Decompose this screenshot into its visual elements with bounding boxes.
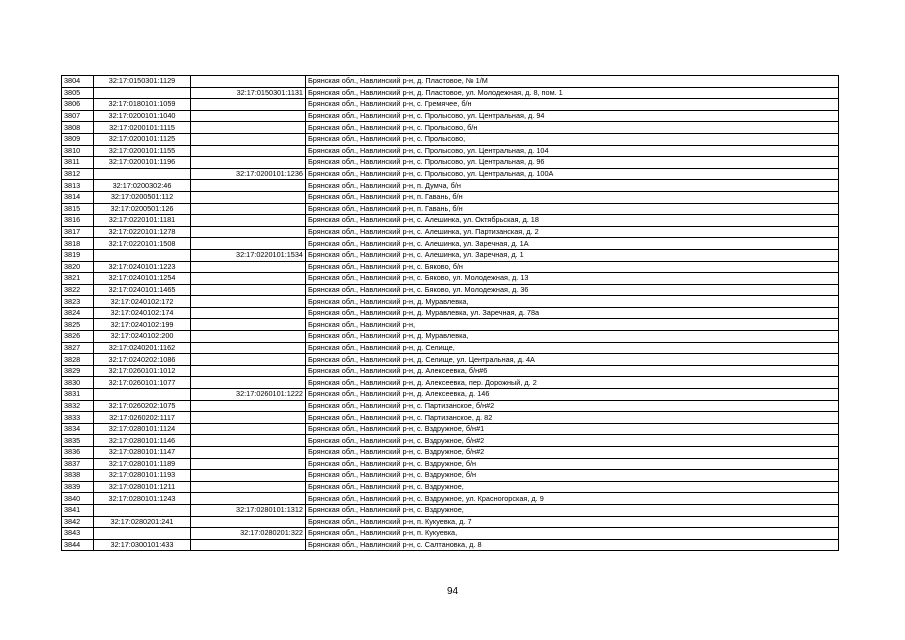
row-number-cell: 3824	[62, 307, 94, 319]
table-row	[62, 447, 839, 459]
table-row	[62, 226, 839, 238]
cadastral-number-cell: 32:17:0260101:1012	[94, 365, 191, 377]
table-row	[62, 249, 839, 261]
row-number-cell: 3817	[62, 226, 94, 238]
cadastral-number-cell: 32:17:0240102:172	[94, 296, 191, 308]
cadastral-number-alt-cell	[191, 435, 306, 447]
cadastral-number-alt-cell	[191, 273, 306, 285]
table-row	[62, 539, 839, 551]
table-row	[62, 342, 839, 354]
cadastral-number-cell: 32:17:0220101:1508	[94, 238, 191, 250]
table-row	[62, 307, 839, 319]
table-row	[62, 423, 839, 435]
cadastral-number-alt-cell	[191, 516, 306, 528]
table-row	[62, 122, 839, 134]
cadastral-number-alt-cell	[191, 157, 306, 169]
address-cell: Брянская обл., Навлинский р-н, с. Партизанское, д. 82	[306, 412, 839, 424]
address-cell: Брянская обл., Навлинский р-н, д. Алексеевка, д. 146	[306, 389, 839, 401]
row-number-cell: 3837	[62, 458, 94, 470]
address-cell: Брянская обл., Навлинский р-н, с. Бяково, ул. Молодежная, д. 13	[306, 273, 839, 285]
cadastral-number-alt-cell	[191, 110, 306, 122]
cadastral-number-cell: 32:17:0200101:1125	[94, 133, 191, 145]
table-row	[62, 528, 839, 540]
table-row	[62, 238, 839, 250]
row-number-cell: 3822	[62, 284, 94, 296]
row-number-cell: 3809	[62, 133, 94, 145]
cadastral-number-alt-cell	[191, 319, 306, 331]
row-number-cell: 3808	[62, 122, 94, 134]
row-number-cell: 3828	[62, 354, 94, 366]
table-row	[62, 296, 839, 308]
address-cell: Брянская обл., Навлинский р-н, с. Салтановка, д. 8	[306, 539, 839, 551]
cadastral-number-alt-cell	[191, 400, 306, 412]
address-cell: Брянская обл., Навлинский р-н, с. Вздружное, б/н	[306, 470, 839, 482]
row-number-cell: 3832	[62, 400, 94, 412]
row-number-cell: 3819	[62, 249, 94, 261]
cadastral-number-cell: 32:17:0220101:1181	[94, 215, 191, 227]
address-cell: Брянская обл., Навлинский р-н, п. Гавань, б/н	[306, 191, 839, 203]
table-row	[62, 481, 839, 493]
address-cell: Брянская обл., Навлинский р-н, д. Муравлевка, ул. Заречная, д. 78а	[306, 307, 839, 319]
table-row	[62, 493, 839, 505]
table-row	[62, 365, 839, 377]
row-number-cell: 3816	[62, 215, 94, 227]
row-number-cell: 3810	[62, 145, 94, 157]
address-cell: Брянская обл., Навлинский р-н, с. Гремячее, б/н	[306, 99, 839, 111]
table-row	[62, 261, 839, 273]
address-cell: Брянская обл., Навлинский р-н, с. Алешинка, ул. Заречная, д. 1	[306, 249, 839, 261]
address-cell: Брянская обл., Навлинский р-н, с. Партизанское, б/н#2	[306, 400, 839, 412]
cadastral-number-cell: 32:17:0240102:174	[94, 307, 191, 319]
address-cell: Брянская обл., Навлинский р-н, с. Пролысово,	[306, 133, 839, 145]
row-number-cell: 3814	[62, 191, 94, 203]
cadastral-number-alt-cell	[191, 133, 306, 145]
row-number-cell: 3830	[62, 377, 94, 389]
table-row	[62, 412, 839, 424]
cadastral-number-cell: 32:17:0280101:1189	[94, 458, 191, 470]
row-number-cell: 3834	[62, 423, 94, 435]
row-number-cell: 3843	[62, 528, 94, 540]
cadastral-number-alt-cell	[191, 261, 306, 273]
table-row	[62, 400, 839, 412]
table-row	[62, 157, 839, 169]
cadastral-number-cell: 32:17:0280201:241	[94, 516, 191, 528]
table-row	[62, 76, 839, 88]
cadastral-number-alt-cell	[191, 365, 306, 377]
address-cell: Брянская обл., Навлинский р-н, с. Вздружное, б/н#2	[306, 447, 839, 459]
row-number-cell: 3826	[62, 331, 94, 343]
address-cell: Брянская обл., Навлинский р-н, с. Пролысово, ул. Центральная, д. 100А	[306, 168, 839, 180]
address-cell: Брянская обл., Навлинский р-н, с. Алешинка, ул. Заречная, д. 1А	[306, 238, 839, 250]
cadastral-number-alt-cell	[191, 307, 306, 319]
cadastral-number-alt-cell	[191, 447, 306, 459]
address-cell: Брянская обл., Навлинский р-н, с. Вздружное,	[306, 504, 839, 516]
cadastral-number-cell: 32:17:0240102:199	[94, 319, 191, 331]
cadastral-number-cell: 32:17:0200302:46	[94, 180, 191, 192]
table-row	[62, 331, 839, 343]
cadastral-number-alt-cell	[191, 354, 306, 366]
cadastral-number-cell: 32:17:0280101:1243	[94, 493, 191, 505]
row-number-cell: 3839	[62, 481, 94, 493]
table-row	[62, 203, 839, 215]
cadastral-number-cell: 32:17:0260202:1075	[94, 400, 191, 412]
row-number-cell: 3807	[62, 110, 94, 122]
table-row	[62, 516, 839, 528]
table-row	[62, 470, 839, 482]
row-number-cell: 3804	[62, 76, 94, 88]
cadastral-number-cell: 32:17:0240101:1465	[94, 284, 191, 296]
cadastral-number-cell: 32:17:0260101:1077	[94, 377, 191, 389]
address-cell: Брянская обл., Навлинский р-н, с. Бяково, ул. Молодежная, д. 36	[306, 284, 839, 296]
cadastral-number-cell: 32:17:0260202:1117	[94, 412, 191, 424]
cadastral-number-alt-cell	[191, 458, 306, 470]
row-number-cell: 3806	[62, 99, 94, 111]
address-cell: Брянская обл., Навлинский р-н, с. Вздружное, б/н#2	[306, 435, 839, 447]
cadastral-number-cell: 32:17:0240201:1162	[94, 342, 191, 354]
cadastral-number-cell: 32:17:0300101:433	[94, 539, 191, 551]
cadastral-number-alt-cell	[191, 145, 306, 157]
table-row	[62, 191, 839, 203]
row-number-cell: 3842	[62, 516, 94, 528]
cadastral-number-cell: 32:17:0280101:1146	[94, 435, 191, 447]
row-number-cell: 3811	[62, 157, 94, 169]
row-number-cell: 3821	[62, 273, 94, 285]
address-cell: Брянская обл., Навлинский р-н, д. Пластовое, ул. Молодежная, д. 8, пом. 1	[306, 87, 839, 99]
address-cell: Брянская обл., Навлинский р-н, с. Вздружное, б/н	[306, 458, 839, 470]
cadastral-number-cell	[94, 249, 191, 261]
row-number-cell: 3831	[62, 389, 94, 401]
cadastral-number-alt-cell: 32:17:0220101:1534	[191, 249, 306, 261]
cadastral-number-cell: 32:17:0200101:1115	[94, 122, 191, 134]
address-cell: Брянская обл., Навлинский р-н, с. Пролысово, ул. Центральная, д. 94	[306, 110, 839, 122]
address-cell: Брянская обл., Навлинский р-н, с. Алешинка, ул. Октябрьская, д. 18	[306, 215, 839, 227]
row-number-cell: 3833	[62, 412, 94, 424]
cadastral-number-cell	[94, 87, 191, 99]
address-cell: Брянская обл., Навлинский р-н, д. Селище,	[306, 342, 839, 354]
cadastral-number-alt-cell	[191, 481, 306, 493]
table-row	[62, 504, 839, 516]
cadastral-number-alt-cell	[191, 122, 306, 134]
address-cell: Брянская обл., Навлинский р-н, с. Бяково, б/н	[306, 261, 839, 273]
cadastral-number-cell: 32:17:0240202:1086	[94, 354, 191, 366]
address-cell: Брянская обл., Навлинский р-н, д. Алексеевка, б/н#6	[306, 365, 839, 377]
row-number-cell: 3818	[62, 238, 94, 250]
address-cell: Брянская обл., Навлинский р-н, д. Алексеевка, пер. Дорожный, д. 2	[306, 377, 839, 389]
address-cell: Брянская обл., Навлинский р-н,	[306, 319, 839, 331]
row-number-cell: 3820	[62, 261, 94, 273]
address-cell: Брянская обл., Навлинский р-н, п. Кукуевка,	[306, 528, 839, 540]
address-cell: Брянская обл., Навлинский р-н, п. Кукуевка, д. 7	[306, 516, 839, 528]
cadastral-number-alt-cell	[191, 539, 306, 551]
cadastral-number-cell: 32:17:0240101:1223	[94, 261, 191, 273]
cadastral-number-cell	[94, 528, 191, 540]
table-row	[62, 458, 839, 470]
cadastral-number-cell: 32:17:0200101:1040	[94, 110, 191, 122]
table-row	[62, 87, 839, 99]
cadastral-number-alt-cell	[191, 284, 306, 296]
row-number-cell: 3805	[62, 87, 94, 99]
cadastral-number-cell	[94, 504, 191, 516]
table-row	[62, 377, 839, 389]
address-cell: Брянская обл., Навлинский р-н, д. Муравлевка,	[306, 296, 839, 308]
cadastral-number-alt-cell	[191, 180, 306, 192]
address-cell: Брянская обл., Навлинский р-н, д. Пластовое, № 1/М	[306, 76, 839, 88]
row-number-cell: 3841	[62, 504, 94, 516]
row-number-cell: 3838	[62, 470, 94, 482]
cadastral-number-alt-cell	[191, 76, 306, 88]
cadastral-number-alt-cell: 32:17:0200101:1236	[191, 168, 306, 180]
table-row	[62, 435, 839, 447]
row-number-cell: 3815	[62, 203, 94, 215]
row-number-cell: 3829	[62, 365, 94, 377]
cadastral-number-alt-cell	[191, 342, 306, 354]
cadastral-number-cell: 32:17:0200101:1155	[94, 145, 191, 157]
row-number-cell: 3825	[62, 319, 94, 331]
table-row	[62, 99, 839, 111]
cadastral-number-alt-cell	[191, 238, 306, 250]
cadastral-number-alt-cell	[191, 493, 306, 505]
cadastral-number-cell: 32:17:0280101:1147	[94, 447, 191, 459]
cadastral-number-cell: 32:17:0240102:200	[94, 331, 191, 343]
row-number-cell: 3812	[62, 168, 94, 180]
cadastral-number-alt-cell	[191, 296, 306, 308]
table-row	[62, 133, 839, 145]
address-cell: Брянская обл., Навлинский р-н, с. Вздружное, ул. Красногорская, д. 9	[306, 493, 839, 505]
table-row	[62, 180, 839, 192]
cadastral-number-alt-cell: 32:17:0260101:1222	[191, 389, 306, 401]
cadastral-number-alt-cell	[191, 203, 306, 215]
table-row	[62, 284, 839, 296]
table-row	[62, 273, 839, 285]
table-row	[62, 354, 839, 366]
cadastral-number-cell: 32:17:0200501:126	[94, 203, 191, 215]
cadastral-number-cell: 32:17:0280101:1193	[94, 470, 191, 482]
cadastral-number-cell	[94, 168, 191, 180]
cadastral-number-cell: 32:17:0280101:1124	[94, 423, 191, 435]
address-cell: Брянская обл., Навлинский р-н, с. Пролысово, б/н	[306, 122, 839, 134]
cadastral-number-alt-cell	[191, 331, 306, 343]
cadastral-number-cell: 32:17:0240101:1254	[94, 273, 191, 285]
cadastral-number-cell	[94, 389, 191, 401]
address-cell: Брянская обл., Навлинский р-н, с. Алешинка, ул. Партизанская, д. 2	[306, 226, 839, 238]
row-number-cell: 3836	[62, 447, 94, 459]
row-number-cell: 3840	[62, 493, 94, 505]
address-cell: Брянская обл., Навлинский р-н, п. Думча, б/н	[306, 180, 839, 192]
table-row	[62, 389, 839, 401]
table-row	[62, 145, 839, 157]
records-table	[61, 75, 839, 551]
cadastral-number-cell: 32:17:0200501:112	[94, 191, 191, 203]
cadastral-number-cell: 32:17:0280101:1211	[94, 481, 191, 493]
cadastral-number-alt-cell	[191, 470, 306, 482]
cadastral-number-alt-cell	[191, 226, 306, 238]
row-number-cell: 3827	[62, 342, 94, 354]
cadastral-number-alt-cell	[191, 99, 306, 111]
cadastral-number-cell: 32:17:0200101:1196	[94, 157, 191, 169]
row-number-cell: 3823	[62, 296, 94, 308]
records-table-body	[62, 76, 839, 551]
cadastral-number-alt-cell	[191, 423, 306, 435]
address-cell: Брянская обл., Навлинский р-н, с. Пролысово, ул. Центральная, д. 104	[306, 145, 839, 157]
address-cell: Брянская обл., Навлинский р-н, д. Селище, ул. Центральная, д. 4А	[306, 354, 839, 366]
table-row	[62, 319, 839, 331]
cadastral-number-cell: 32:17:0150301:1129	[94, 76, 191, 88]
cadastral-number-cell: 32:17:0220101:1278	[94, 226, 191, 238]
cadastral-number-alt-cell	[191, 215, 306, 227]
cadastral-number-alt-cell	[191, 377, 306, 389]
row-number-cell: 3813	[62, 180, 94, 192]
cadastral-number-cell: 32:17:0180101:1059	[94, 99, 191, 111]
cadastral-number-alt-cell	[191, 412, 306, 424]
address-cell: Брянская обл., Навлинский р-н, с. Вздружное,	[306, 481, 839, 493]
row-number-cell: 3835	[62, 435, 94, 447]
cadastral-number-alt-cell: 32:17:0280101:1312	[191, 504, 306, 516]
cadastral-number-alt-cell: 32:17:0280201:322	[191, 528, 306, 540]
address-cell: Брянская обл., Навлинский р-н, д. Муравлевка,	[306, 331, 839, 343]
table-row	[62, 168, 839, 180]
address-cell: Брянская обл., Навлинский р-н, с. Пролысово, ул. Центральная, д. 96	[306, 157, 839, 169]
row-number-cell: 3844	[62, 539, 94, 551]
page-number: 94	[446, 586, 459, 597]
table-row	[62, 215, 839, 227]
cadastral-number-alt-cell	[191, 191, 306, 203]
table-row	[62, 110, 839, 122]
address-cell: Брянская обл., Навлинский р-н, п. Гавань, б/н	[306, 203, 839, 215]
address-cell: Брянская обл., Навлинский р-н, с. Вздружное, б/н#1	[306, 423, 839, 435]
cadastral-number-alt-cell: 32:17:0150301:1131	[191, 87, 306, 99]
